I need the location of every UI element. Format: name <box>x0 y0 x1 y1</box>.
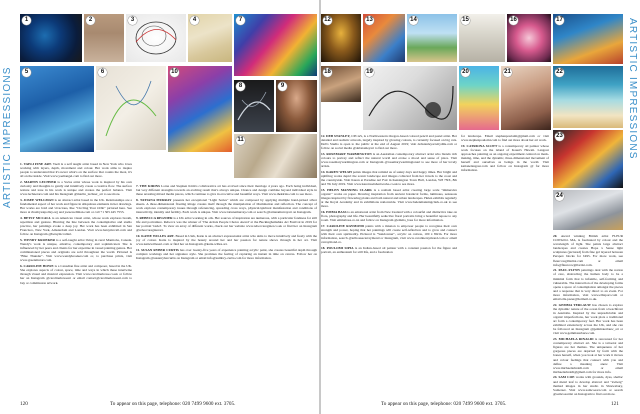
entry-17: 17. CAROLINE RAYMOND paints with a mission to empower people to recognise their own strength and power, hoping that her paintings will create self-reflection and to grow and connect with their own spirituality. Pictured is "Sundowner", acrylic on canvas, 100 x 80cm. For more information, search @arthousecarraymond or Instagram, visit www.carolineraymond.com or email carraymond.co. <box>321 223 457 245</box>
entry-15: 15. HELEN MANNING CLARK is a realism based artist creating large scale "immersive organic" works on paper. Drawing inspiration from ancient botanical forms, luminous, sensuous images inspired by flowering plants and both natural and urban landscapes. Helen exhibits regularly at the Royal Academy and in exhibitions nationwide. Visit www.helenmanningclark.co.uk to see more. <box>321 187 457 209</box>
photo-number-10: 10 <box>171 69 178 75</box>
left-footer-note: To appear on this page, telephone: 020 7499 9600 ext. 3705. <box>110 401 236 407</box>
entry-21: 21. PAUL FLYNN paintings deal with the notion of care, abstracting the human body to be a minimal form that is infantile, self-forming and vulnerable. The interaction of the developing forms opens a space of contemplation amongst the pieces and a response that is very direct to an event. For more information, visit www.elliaport.com or email elle.pazer@hotmail.co.uk. <box>553 268 623 301</box>
section-title-left: ARTISTIC IMPRESSIONS <box>2 66 13 208</box>
photo-number-21: 21 <box>504 69 511 75</box>
photo-number-1: 1 <box>22 16 31 25</box>
entry-7: 7. THE KIRINS Lorna and Stephen Kirin's collaborative art has evolved since their marriage 4 years ago. Each being individual, but very different strengths towards an exciting result that's always unique. Chance and design combine beyond individual style in these arresting mixed media pieces, which continue to give in evocative and beautiful ways. Visit www.thekirins.com to see more. <box>136 184 317 197</box>
photo-number-12: 12 <box>324 17 331 23</box>
right-text-col1 <box>321 134 457 398</box>
entry-14: 14. KAREN WELSH paints images that remind us of sunny days and happy times. Her bright and uplifting works depict the scenic landscape and images collected from her travels to the coast and the countryside. Visit Karen at Paradise Art Fair in Kensington Town Hall, London, W8 7NX, 8th and 7th July 2019. Visit www.karenwelshartworks.co.uk to see more. <box>321 169 457 187</box>
photo-number-5: 5 <box>22 68 31 77</box>
sketch-figure-icon <box>96 66 166 150</box>
right-footer-note: To appear on this page, telephone: 020 7499 9600 ext. 3705. <box>381 401 507 407</box>
photo-number-6: 6 <box>98 68 107 77</box>
photo-number-11: 11 <box>237 137 244 143</box>
photo-number-9: 9 <box>278 82 287 91</box>
entry-18: 18. POULOMI SIPIA is an Indian-based oil painter with a constant passion for the figure and portrait, an enthusiasm for still life, and a fascination <box>321 245 457 254</box>
photo-number-20: 20 <box>462 69 469 75</box>
left-text-col1 <box>20 162 132 398</box>
abstract-marks-icon <box>363 66 457 130</box>
right-text-col2 <box>461 134 549 398</box>
entry-13: 13. ROSEMARY WARMINGTON is an Australian contemporary abstract artist who blends rich colours to portray and reflect the natural world and evoke a mood and sense of place. Visit www.rosemarywarmington.com or Instagram @rosemarywarmingtonart to see more of her lovely artists. <box>321 151 457 169</box>
entry-19: 19. CATRIONA SCOTT is a contemporary oil painter whose work focuses on the island of Kauai's Hawaii. Langour approaches painting as an ongoing experiment centred on mark-making, time, and the dynamic, three-dimensional movement of herself and ourselves as beings in the world. Visit katianelangour.com and follow on Instagram @ for more information. <box>461 143 549 173</box>
photo-number-13: 13 <box>366 17 373 23</box>
entry-22: 22. GEMMA TERLAUW has chosen to explore the dynamic nature of the ocean from a beachfront in Australia. Inspired by the unpredictable and organic imperfections, her work plots a traditional art form a contemporary feel. Her work has been exhibited extensively across the UK, and she can be followed on Instagram @gemmaterlauw_art or visit www.gemmaterlauw.com. <box>553 302 623 336</box>
artwork-photo-5 <box>20 66 94 152</box>
entry-23: 23. MICHAELA RINALDI is renowned for her contemporary abstract art. She is a tattooist and figures are her themes. The uniqueness of her gorgeous pieces are depicted by form with the bones herself, when you look at her work it moves and colour feelings that connect with you and define a meaning anew. Visit www.michaelarinaldi.com or email michaelarinaldi@gmail.com for more info. <box>553 337 623 374</box>
photo-number-7: 7 <box>236 16 245 25</box>
entry-1: 1. VAELI FINE ART. Vaeli is a self taught artist based in New York who loves working with layers, depth, movement and colour. Her work aims to inspire people to understand that it's never what's on the surface that counts the most, it's all on the inside. Visit www.yaeliangel.com to find out more. <box>20 162 132 179</box>
entry-9: 9. REBECCA REGNIER is a UK artist working in oils. Her sources of inspiration are numerous, with a particular fondness for still life and portraiture. Rebecca was the winner of 'The Artists People Choice Award' at the Buckinghamshire Art Festival in 2019 for her portrait 'Gidel'. To view an array of different works, check out her website www.rebeccaregnier.co.uk or find her on Instagram @rebeccaregnierart. <box>136 215 317 233</box>
right-page <box>321 0 640 414</box>
entry-11: 11. SUSAN RYBER CURTIS has over twenty-five years of experience painting acrylic paint, she creates beautiful depth through complex workings and her signature style. She promises the feeling of capturing an instant in time on canvas. Follow her on Instagram @susanrybercurtis on Instagram or email info@sumbry-curtis.com for more information. <box>136 247 317 260</box>
right-page-number: 121 <box>611 401 619 407</box>
entry-18-cont: for landscape. Email stephenpoulomi@gmail.com or visit www.stephenpoulomi.com to find out more about her art work. <box>461 134 549 143</box>
photo-number-22: 22 <box>556 69 563 75</box>
right-text-col3 <box>553 234 623 398</box>
section-title-right: ARTISTIC IMPRESSIONS <box>627 18 638 160</box>
left-page-number: 120 <box>20 401 28 407</box>
artwork-photo-10 <box>168 66 232 152</box>
artwork-photo-22 <box>553 66 623 128</box>
photo-number-17: 17 <box>556 17 563 23</box>
photo-number-16: 16 <box>510 17 517 23</box>
artwork-photo-6 <box>96 66 166 150</box>
photo-number-14: 14 <box>410 17 417 23</box>
entry-4: 4. BETSY MCCALL is an American visual artist, whose work explores breath, repetition and gesture. Blurring the line between the contemplative and studio practice, her paintings evoke a deep joy. Her work has been exhibited in San Francisco, New York, Amsterdam and London. Visit www.betsymccall.com and follow on Instagram @betsymccallart. <box>20 215 132 237</box>
entry-12: 12. DEB STANLEY, CPCAS, is a Northwestern Oregon-based colored pencil and pastel artist. Her detailed and realistic artwork, largely inspired by glowing colours, is currently focused on big cats. Deb's Studio is open to the public at the end of August 2019; visit debstanleyart.mydtik.com or follow on social media @debstanleyart to find out more. <box>321 134 457 151</box>
entry-24: 24. SAM COE works with grounds, dyes, shellac and metal leaf to develop abstract and "iceberg" themed images in her studio in Shrewsbury, Somerset. Visit www.samcoeart.com or search @samcoeartist on Instagram to find out more. <box>553 375 623 396</box>
entry-16: 16. EMMA BASS is an emotional artist from New Zealand with a colourful and distinctive take on flora, photography and life. Her beautifully seductive floral portraits bring a beautiful repose to any room. Visit emmabass.co.nz and follow on Instagram @emma_bass for more information. <box>321 209 457 223</box>
photo-number-24: 24 <box>556 193 563 199</box>
entry-2: 2. MARTIN LECHNER is a Swiss artist whose work is inspired by his own curiosity and thoughts to gently and intuitively create a creative flow. The surface texture and tone in his work is unique and creates the perfect balance. Visit www.lechnerart.com and his Instagram @martin_lechner_art to see more. <box>20 179 132 197</box>
photo-number-8: 8 <box>236 82 245 91</box>
photo-number-3: 3 <box>128 16 137 25</box>
photo-number-19: 19 <box>366 69 373 75</box>
entry-5: 5. WENDY KROEKER is a self-taught artist living in rural Manitoba, Canada. Wendy's work is unique, emotive, contemporary and sophisticated. She is influenced by her peers and clients for her expertise in vessel painting genres. Her commissioned pieces and originals are sold throughout the world. Pictured is "Blue Thunder". Visit www.wendykroeker.com or, to purchase prints, visit www.greenmurart.com. <box>20 237 132 263</box>
photo-number-23: 23 <box>556 133 563 139</box>
left-page <box>0 0 319 414</box>
photo-number-4: 4 <box>190 16 199 25</box>
photo-number-2: 2 <box>86 16 95 25</box>
artwork-photo-7 <box>234 14 317 76</box>
photo-number-15: 15 <box>462 17 469 23</box>
entry-8: 8. TATIANA MURRAY presents her exceptional "Light Series" which are composed by applying multiple hand-picked silver sheets. A three-dimensional floating image creates itself through the manipulation of illumination and reflection. The concept of work explores contemporary issues through referencing, spreading cross ways, physical/spiritual manifestation and conditions of interactivity, identity and fertility. Each work is unique. Visit www.tatianamurray.com or search @tatianamurrayart on Instagram. <box>136 197 317 215</box>
entry-3: 3. JOSEE WELLMAN is an abstract artist based in the UK. Relationships are a fundamental aspect of her work and figure in ubiquitous elements in her drawings. Her works are bold and vivacious, like "Circling Your Orbit" pictured here. See more at rhonbysaipolley.org and jozeewellman.com or call +1 505 445 7555. <box>20 197 132 215</box>
entry-10: 10. KATIE WILLES ART. Based in Utah, Katie is an abstract expressionist artist who aims to move intuitively and freely with the joy of colour. Katie is inspired by the beauty around her and her passion for nature shows through in her art. Visit www.katiewillesart.com or find her on Instagram @katie.willes.art. <box>136 233 317 246</box>
artwork-photo-19 <box>363 66 457 130</box>
left-text-col2 <box>136 184 317 398</box>
entry-20: 20. Award winning British artist FLEUR COWGILL MA, is fascinated by colour and the wavelength of light. She paints large abstract landscapes and creates Hope x Sense light sculptures (pictured) from fine gel layered between Perspex blocks for £495. For more work, see fleurcowgillartist.com or email info@fleurcowgillartist.com. <box>553 234 623 267</box>
entry-6: 6. CAROLINE HOWE is a Canadian fine artist and composer, based in the UK. She explores aspects of colour, space, time and ways in which these intertwine through visual and musical expression. Visit www.carolinehowe.co.uk or follow her on Instagram @carolinehoweart or email contact@carolinehoweart.com to buy or commission artwork. <box>20 264 132 285</box>
artwork-photo-11 <box>234 134 317 178</box>
artwork-photo-23 <box>553 130 623 188</box>
photo-number-18: 18 <box>324 69 331 75</box>
